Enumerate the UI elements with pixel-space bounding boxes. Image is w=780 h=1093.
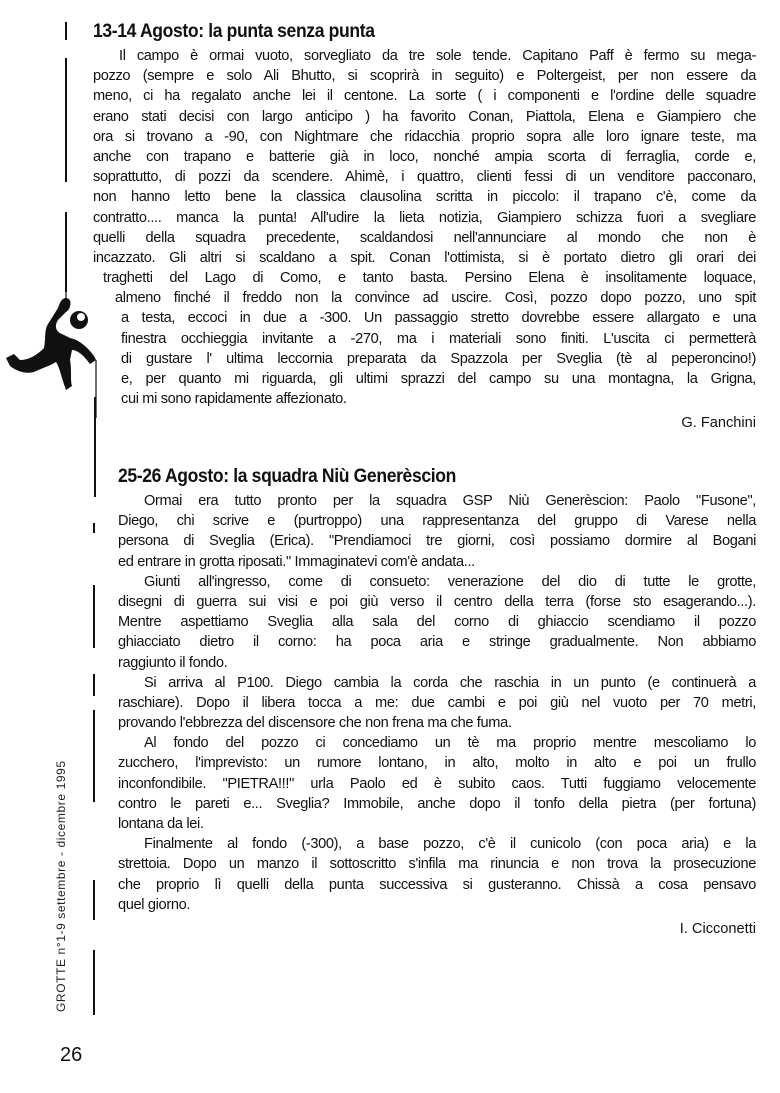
margin-rule: [65, 22, 67, 40]
text-line: Il campo è ormai vuoto, sorvegliato da tre sole tende. Capitano Paff è fermo su mega-: [119, 48, 756, 64]
text-line: Si arriva al P100. Diego cambia la corda che raschia in un punto (e continuerà a: [144, 674, 756, 691]
text-line: soprattutto, di pozzi da scendere. Ahimè, i quattro, clienti fessi di un venditore pacconaro,: [93, 169, 756, 186]
text-line: Ormai era tutto pronto per la squadra GSP Niù Generèscion: Paolo "Fusone",: [144, 493, 756, 509]
page-number: 26: [60, 1044, 83, 1066]
text-line: zucchero, l'imprevisto: un rumore lontano, in alto, molto in alto e poi un frullo: [118, 755, 756, 772]
text-line: che proprio lì quelli della punta successiva si gusteranno. Chissà a cosa pensavo: [118, 876, 756, 893]
text-line: cui mi sono rapidamente affezionato.: [121, 391, 347, 408]
text-line: non hanno letto bene la classica clausolina scritta in piccolo: il trapano c'è, come da: [93, 189, 756, 206]
margin-rule: [93, 950, 95, 1015]
text-line: disegni di guerra sui visi e poi giù verso il centro della terra (forse sto esagerando...).: [118, 593, 756, 610]
article-1-signature: G. Fanchini: [681, 415, 756, 432]
margin-rule: [93, 880, 95, 920]
text-line: anche con trapano e batterie già in loco, nonché ampia scorta di ferraglia, corde e,: [93, 148, 756, 165]
text-line: raschiare). Dopo il libera tocca a me: due cambi e poi giù nel vuoto per 70 metri,: [118, 694, 756, 711]
text-line: a testa, eccoci in due a -300. Un passaggio stretto dovrebbe essere allargato e una: [121, 310, 756, 327]
article-2: [118, 465, 756, 939]
margin-rule: [93, 585, 95, 648]
margin-rule: [93, 710, 95, 802]
text-line: meno, ci ha regalato anche lei il centone. La sorte ( i componenti e l'ordine delle squadre: [93, 88, 756, 105]
text-line: ora si trovano a -90, con Nightmare che ridacchia proprio sopra alle loro ignare teste, ma: [93, 128, 756, 145]
text-line: Diego, chi scrive e (purtroppo) una rappresentanza del gruppo di Varese nella: [118, 513, 756, 530]
article-1-title: 13-14 Agosto: la punta senza punta: [93, 20, 375, 42]
text-line: ghiacciato dietro il corno: ha poca aria e stringe gradualmente. Non abbiamo: [118, 634, 756, 651]
text-line: provando l'ebbrezza del discensore che non frena ma che fuma.: [118, 715, 512, 732]
text-line: Al fondo del pozzo ci concediamo un tè ma proprio mentre mescoliamo lo: [144, 735, 756, 752]
text-line: lontana da lei.: [118, 816, 204, 832]
text-line: incazzato. Gli altri si scaldano a spit. Conan l'ottimista, si è portato dietro gli orari dei: [93, 249, 756, 266]
text-line: contro le pareti e... Sveglia? Immobile, anche dopo il tonfo della pietra (per fortuna): [118, 795, 756, 812]
running-header: GROTTE n°1-9 settembre - dicembre 1995: [54, 760, 68, 1012]
text-line: strettoia. Dopo un manzo il sottoscritto s'infila ma rinuncia e non trova la prosecuzione: [118, 856, 756, 873]
text-line: Finalmente al fondo (-300), a base pozzo, c'è il cunicolo (con poca aria) e la: [144, 836, 756, 853]
text-line: quelli della squadra precedente, scaldandosi nell'annunciare al mondo che non è: [93, 229, 756, 246]
text-line: inconfondibile. "PIETRA!!!" urla Paolo ed è subito caos. Tutti fuggiamo velocemente: [118, 775, 756, 792]
text-line: e, per quanto mi riguarda, gli ultimi sprazzi del campo su una montagna, la Grigna,: [121, 371, 756, 387]
text-line: raggiunto il fondo.: [118, 654, 228, 671]
text-line: Giunti all'ingresso, come di consueto: venerazione del dio di tutte le grotte,: [144, 573, 756, 590]
text-line: persona di Sveglia (Erica). "Prendiamoci tre giorni, così possiamo dormire al Bogani: [118, 533, 756, 550]
text-line: finestra occhieggia invitante a -270, ma i materiali sono finiti. L'uscita ci permetterà: [121, 330, 756, 347]
text-line: traghetti del Lago di Como, e tanto basta. Persino Elena è insolitamente loquace,: [103, 270, 756, 287]
climber-on-rope-icon: [0, 268, 100, 418]
text-line: di gustare l' ultima leccornia preparata da Spazzola per Sveglia (tè al peperoncino!): [121, 350, 756, 367]
article-2-signature: I. Cicconetti: [679, 920, 756, 937]
text-line: pozzo (sempre e solo Ali Bhutto, si scoprirà in seguito) e Poltergeist, per non essere da: [93, 68, 756, 85]
text-line: quel giorno.: [118, 896, 191, 913]
article-2-title: 25-26 Agosto: la squadra Niù Generèscion: [118, 465, 457, 487]
text-line: erano stati decisi con largo anticipo ) ha favorito Conan, Piattola, Elena e Giampiero che: [93, 108, 756, 125]
text-line: Mentre aspettiamo Sveglia alla sala del corno di ghiaccio scendiamo il pozzo: [118, 614, 756, 631]
margin-rule: [65, 58, 67, 182]
margin-rule: [93, 523, 95, 533]
margin-rule: [93, 674, 95, 696]
text-line: almeno finché il freddo non la convince ad uscire. Così, pozzo dopo pozzo, uno spit: [115, 290, 756, 307]
text-line: contratto.... manca la punta! All'udire la lieta notizia, Giampiero schizza fuori a svegliare: [93, 209, 756, 226]
text-line: ed entrare in grotta riposati." Immaginatevi com'è andata...: [118, 553, 475, 570]
article-1: [93, 20, 756, 434]
